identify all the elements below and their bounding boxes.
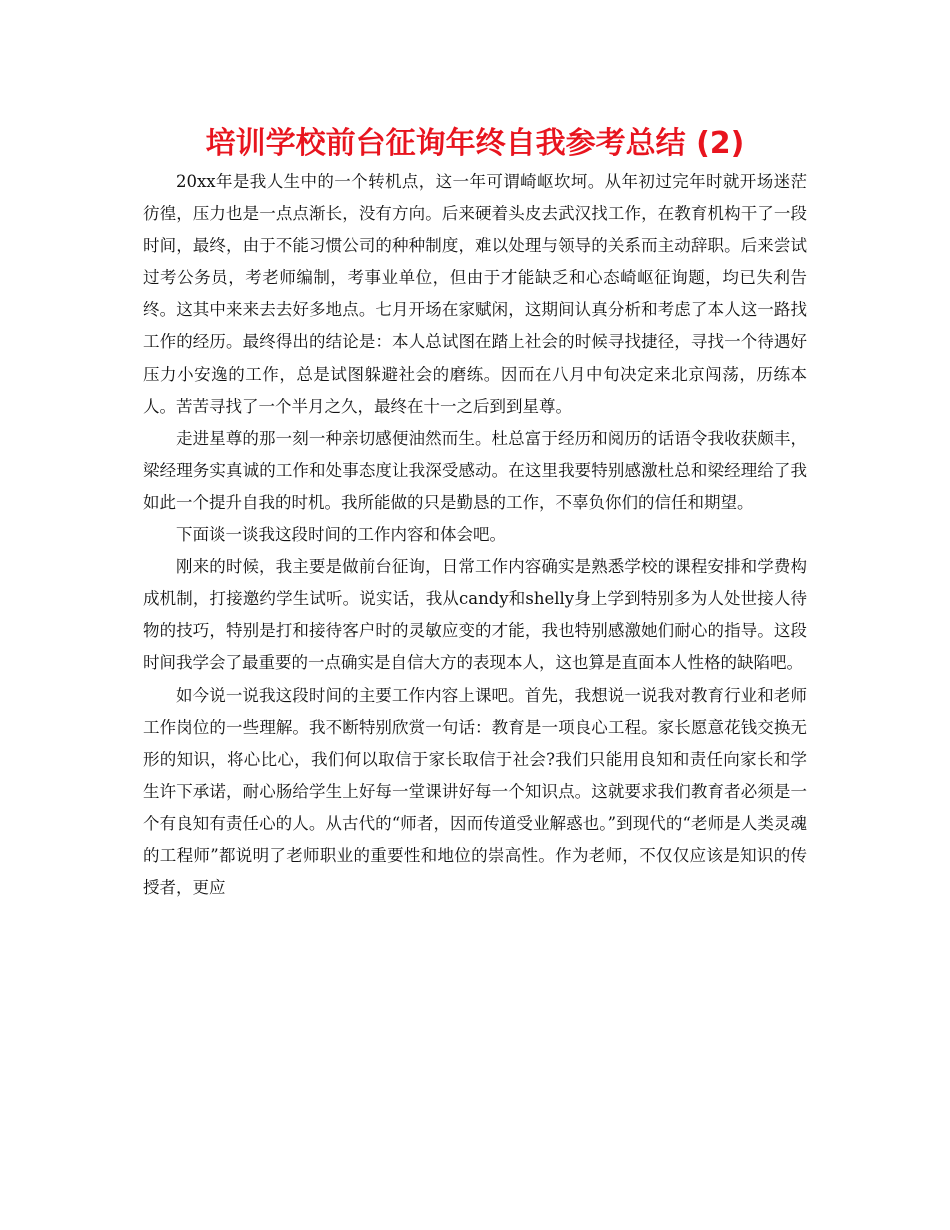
paragraph: 走进星尊的那一刻一种亲切感便油然而生。杜总富于经历和阅历的话语令我收获颇丰，梁经理务实真诚的工作和处事态度让我深受感动。在这里我要特别感激杜总和梁经理给了我如此一个提升自我的时机。我所能做的只是勤恳的工作，不辜负你们的信任和期望。 [143,428,807,512]
paragraph: 刚来的时候，我主要是做前台征询，日常工作内容确实是熟悉学校的课程安排和学费构成机制，打接邀约学生试听。说实话，我从candy和shelly身上学到特别多为人处世接人待物的技巧，特别是打和接待客户时的灵敏应变的才能，我也特别感激她们耐心的指导。这段时间我学会了最重要的一点确实是自信大方的表现本人，这也算是直面本人性格的缺陷吧。 [143,557,807,673]
document-title: 培训学校前台征询年终自我参考总结 (2) [205,126,745,161]
paragraph: 下面谈一谈我这段时间的工作内容和体会吧。 [176,525,506,545]
paragraph: 20xx年是我人生中的一个转机点，这一年可谓崎岖坎坷。从年初过完年时就开场迷茫彷徨，压力也是一点点渐长，没有方向。后来硬着头皮去武汉找工作，在教育机构干了一段时间，最终，由于不能习惯公司的种种制度，难以处理与领导的关系而主动辞职。后来尝试过考公务员，考老师编制，考事业单位，但由于才能缺乏和心态崎岖征询题，均已失利告终。这其中来来去去好多地点。七月开场在家赋闲，这期间认真分析和考虑了本人这一路找工作的经历。最终得出的结论是：本人总试图在踏上社会的时候寻找捷径，寻找一个待遇好压力小安逸的工作，总是试图躲避社会的磨练。因而在八月中旬决定来北京闯荡，历练本人。苦苦寻找了一个半月之久，最终在十一之后到到星尊。 [143,172,807,416]
document-body [143,166,807,904]
paragraph: 如今说一说我这段时间的主要工作内容上课吧。首先，我想说一说我对教育行业和老师工作岗位的一些理解。我不断特别欣赏一句话：教育是一项良心工程。家长愿意花钱交换无形的知识，将心比心，我们何以取信于家长取信于社会?我们只能用良知和责任向家长和学生许下承诺，耐心肠给学生上好每一堂课讲好每一个知识点。这就要求我们教育者必须是一个有良知有责任心的人。从古代的“师者，因而传道受业解惑也。”到现代的“老师是人类灵魂的工程师”都说明了老师职业的重要性和地位的崇高性。作为老师，不仅仅应该是知识的传授者，更应 [143,685,807,898]
